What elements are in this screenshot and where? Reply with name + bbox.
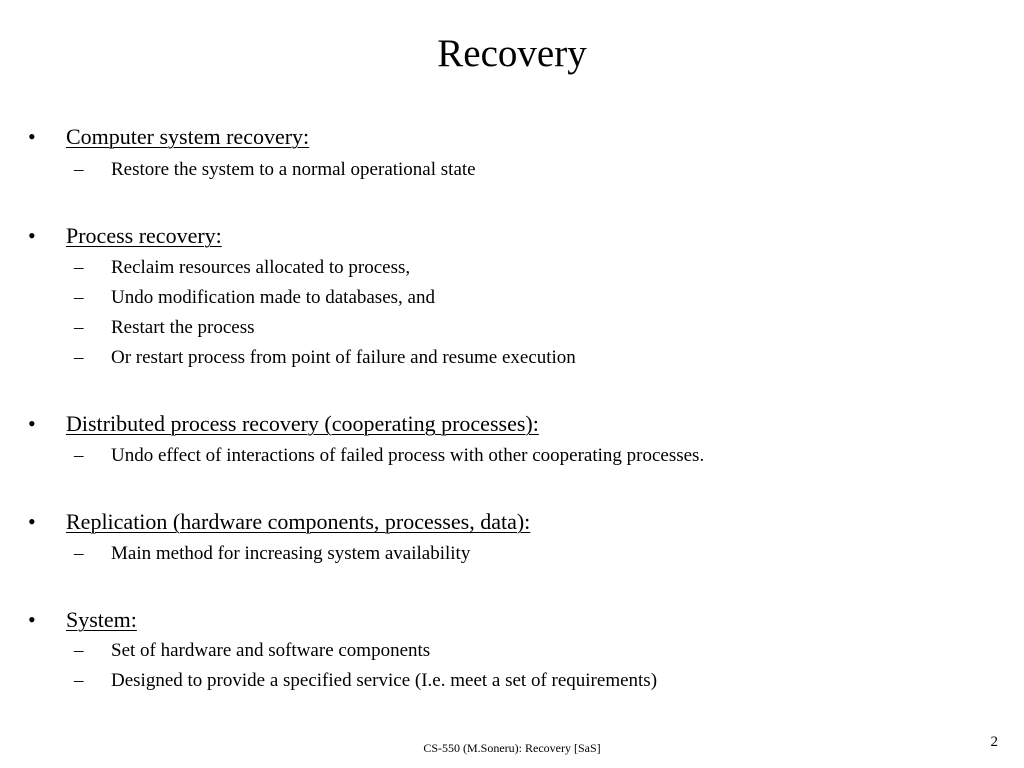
sub-item-text: Or restart process from point of failure and resume execution (111, 347, 576, 368)
dash-icon: – (74, 317, 84, 338)
dash-icon: – (74, 347, 84, 368)
sub-item-text: Set of hardware and software components (111, 640, 431, 661)
dash-icon: – (74, 257, 84, 278)
sub-item-text: Undo modification made to databases, and (111, 287, 435, 308)
dash-icon: – (74, 445, 84, 466)
dash-icon: – (74, 543, 84, 564)
sub-item-text: Main method for increasing system availability (111, 543, 471, 564)
dash-icon: – (74, 287, 84, 308)
dash-icon: – (74, 670, 84, 691)
bullet-heading: Distributed process recovery (cooperating processes): (66, 411, 539, 436)
bullet-icon: • (28, 124, 36, 149)
page-number: 2 (990, 734, 998, 750)
sub-item-text: Restore the system to a normal operational state (111, 159, 476, 180)
slide-footer: CS-550 (M.Soneru): Recovery [SaS] (423, 741, 601, 755)
bullet-icon: • (28, 607, 36, 632)
bullet-heading: System: (66, 607, 137, 632)
dash-icon: – (74, 640, 84, 661)
sub-item-text: Restart the process (111, 317, 255, 338)
dash-icon: – (74, 159, 84, 180)
sub-item-text: Reclaim resources allocated to process, (111, 257, 411, 278)
bullet-icon: • (28, 411, 36, 436)
sub-item-text: Designed to provide a specified service (I.e. meet a set of requirements) (111, 670, 658, 691)
bullet-icon: • (28, 223, 36, 248)
bullet-heading: Replication (hardware components, processes, data): (66, 509, 531, 534)
bullet-heading: Computer system recovery: (66, 124, 310, 149)
slide-title: Recovery (437, 32, 587, 75)
bullet-heading: Process recovery: (66, 223, 222, 248)
sub-item-text: Undo effect of interactions of failed process with other cooperating processes. (111, 445, 705, 466)
bullet-icon: • (28, 509, 36, 534)
